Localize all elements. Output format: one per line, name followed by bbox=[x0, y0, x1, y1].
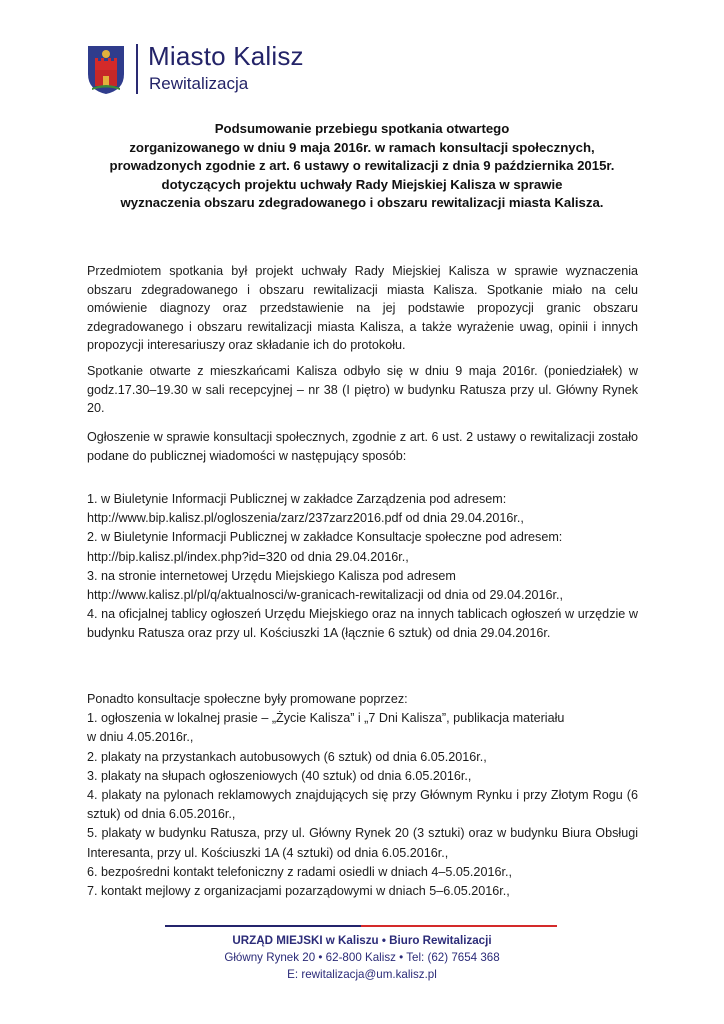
promotion-list bbox=[87, 690, 638, 901]
footer-divider-blue bbox=[165, 925, 361, 927]
list-item: w dniu 4.05.2016r., bbox=[87, 730, 194, 745]
list-item-url: http://bip.kalisz.pl/index.php?id=320 od dnia 29.04.2016r., bbox=[87, 549, 409, 564]
list-item: 4. plakaty na pylonach reklamowych znajdujących się przy Głównym Rynku i przy Złotym Rogu (6 sztuk) od dnia 6.05.2016r., bbox=[87, 788, 638, 822]
title-line: Podsumowanie przebiegu spotkania otwartego bbox=[214, 121, 510, 136]
promotion-intro: Ponadto konsultacje społeczne były promowane poprzez: bbox=[87, 692, 408, 706]
list-item: 2. w Biuletynie Informacji Publicznej w zakładce Konsultacje społeczne pod adresem: bbox=[87, 530, 563, 545]
list-item: 2. plakaty na przystankach autobusowych (6 sztuk) od dnia 6.05.2016r., bbox=[87, 749, 487, 764]
document-title bbox=[80, 120, 644, 213]
publication-list bbox=[87, 490, 638, 644]
letterhead-divider bbox=[136, 44, 138, 94]
footer-address: Główny Rynek 20 • 62-800 Kalisz • Tel: (62) 7654 368 bbox=[224, 951, 500, 964]
brand-subtitle: Rewitalizacja bbox=[149, 74, 249, 93]
list-item: 1. ogłoszenia w lokalnej prasie – „Życie Kalisza” i „7 Dni Kalisza”, publikacja materiału bbox=[87, 711, 565, 726]
footer-divider-red bbox=[361, 925, 557, 927]
footer-email: E: rewitalizacja@um.kalisz.pl bbox=[287, 968, 437, 981]
paragraph-text: Ogłoszenie w sprawie konsultacji społecznych, zgodnie z art. 6 ust. 2 ustawy o rewitalizacji zostało podane do publicznej wiadomości w następujący sposób: bbox=[87, 430, 638, 463]
list-item: 3. na stronie internetowej Urzędu Miejskiego Kalisza pod adresem bbox=[87, 568, 456, 583]
brand-title: Miasto Kalisz bbox=[148, 41, 304, 71]
paragraph-announcement bbox=[87, 428, 638, 465]
footer bbox=[160, 932, 564, 983]
list-item: 5. plakaty w budynku Ratusza, przy ul. Główny Rynek 20 (3 sztuki) oraz w budynku Biura Obsługi Interesanta, przy ul. Kościuszki 1A (4 sztuki) od dnia 6.05.2016r., bbox=[87, 826, 638, 860]
paragraph-text: Spotkanie otwarte z mieszkańcami Kalisza odbyło się w dniu 9 maja 2016r. (poniedziałek) w godz.17.30–19.30 w sali recepcyjnej – nr 38 (I piętro) w budynku Ratusza przy ul. Główny Rynek 20. bbox=[87, 364, 638, 415]
kalisz-crest-icon bbox=[86, 44, 126, 96]
list-item: 3. plakaty na słupach ogłoszeniowych (40 sztuk) od dnia 6.05.2016r., bbox=[87, 768, 472, 783]
title-line: dotyczących projektu uchwały Rady Miejskiej Kalisza w sprawie bbox=[161, 176, 563, 192]
paragraph-text: Przedmiotem spotkania był projekt uchwały Rady Miejskiej Kalisza w sprawie wyznaczenia obszaru zdegradowanego i obszaru rewitalizacji miasta Kalisza. Spotkanie miało na celu omówienie diagnozy oraz przedstawienie na jej podstawie propozycji granic obszaru zdegradowanego i obszaru rewitalizacji miasta Kalisza, a także wyrażenie uwag, opinii i innych propozycji interesariuszy oraz składanie ich do protokołu. bbox=[87, 264, 638, 352]
footer-divider bbox=[165, 925, 557, 927]
list-item-url: http://www.kalisz.pl/pl/q/aktualnosci/w-granicach-rewitalizacji od dnia od 29.04.2016r., bbox=[87, 588, 564, 603]
letterhead bbox=[86, 40, 486, 102]
footer-title: URZĄD MIEJSKI w Kaliszu • Biuro Rewitalizacji bbox=[232, 934, 492, 947]
paragraph-subject bbox=[87, 262, 638, 355]
list-item: 4. na oficjalnej tablicy ogłoszeń Urzędu Miejskiego oraz na innych tablicach ogłoszeń w urzędzie w budynku Ratusza oraz przy ul. Kościuszki 1A (łącznie 6 sztuk) od dnia 29.04.2016r. bbox=[87, 607, 638, 641]
list-item-url: http://www.bip.kalisz.pl/ogloszenia/zarz/237zarz2016.pdf od dnia 29.04.2016r., bbox=[87, 511, 524, 526]
title-line: zorganizowanego w dniu 9 maja 2016r. w ramach konsultacji społecznych, bbox=[129, 139, 595, 155]
title-line: prowadzonych zgodnie z art. 6 ustawy o rewitalizacji z dnia 9 października 2015r. bbox=[109, 158, 615, 174]
list-item: 1. w Biuletynie Informacji Publicznej w zakładce Zarządzenia pod adresem: bbox=[87, 492, 507, 506]
paragraph-meeting bbox=[87, 362, 638, 418]
title-line: wyznaczenia obszaru zdegradowanego i obszaru rewitalizacji miasta Kalisza. bbox=[120, 195, 604, 211]
list-item: 7. kontakt mejlowy z organizacjami pozarządowymi w dniach 5–6.05.2016r., bbox=[87, 884, 510, 899]
list-item: 6. bezpośredni kontakt telefoniczny z radami osiedli w dniach 4–5.05.2016r., bbox=[87, 864, 512, 879]
